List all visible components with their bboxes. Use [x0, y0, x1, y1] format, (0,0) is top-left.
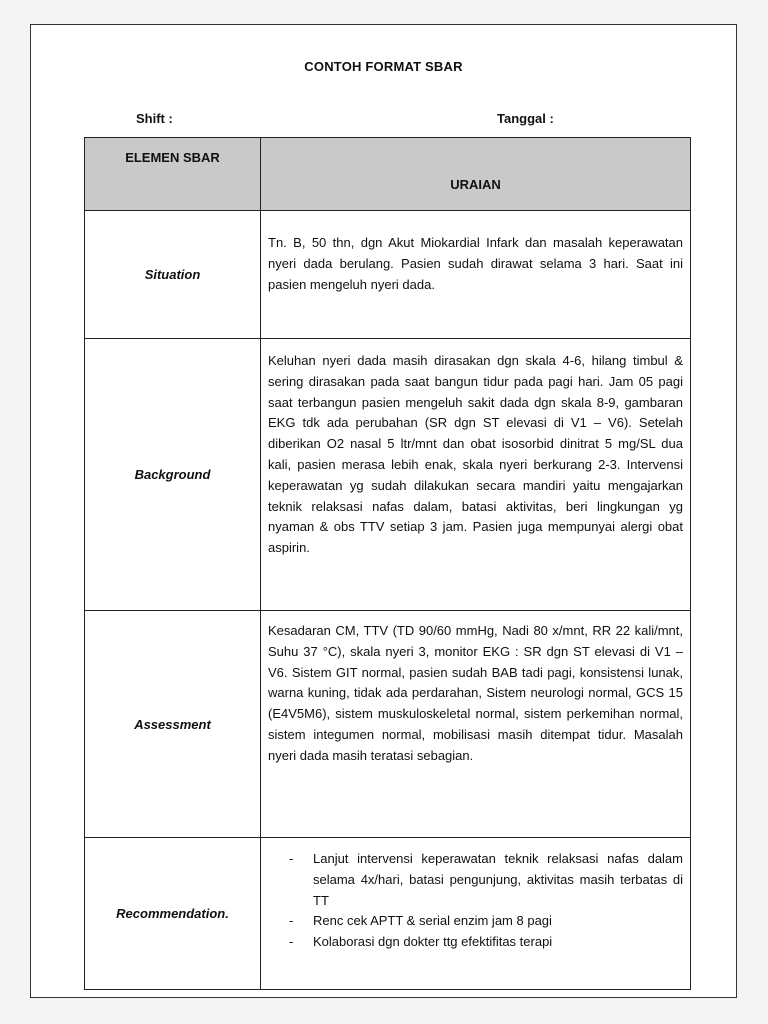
table-row-background [85, 339, 691, 611]
tanggal-label: Tanggal : [497, 111, 554, 126]
recommendation-item: - Kolaborasi dgn dokter ttg efektifitas terapi [313, 932, 683, 953]
shift-label: Shift : [136, 111, 173, 126]
header-element: ELEMEN SBAR [85, 138, 261, 211]
row-text-assessment: Kesadaran CM, TTV (TD 90/60 mmHg, Nadi 80 x/mnt, RR 22 kali/mnt, Suhu 37 °C), skala nyeri 3, monitor EKG : SR dgn ST elevasi di V1 – V6. Sistem GIT normal, pasien sudah BAB tadi pagi, konsistensi lunak, warna kuning, tidak ada perdarahan, Sistem neurologi normal, GCS 15 (E4V5M6), sistem muskuloskeletal normal, sistem perkemihan normal, sistem integumen normal, mobilisasi masih ditempat tidur. Masalah nyeri dada masih teratasi sebagian. [261, 611, 691, 838]
table-row-recommendation [85, 838, 691, 990]
row-text-recommendation [261, 838, 691, 990]
document-title: CONTOH FORMAT SBAR [304, 59, 463, 74]
table-row-situation [85, 211, 691, 339]
document-page [30, 24, 737, 998]
sbar-table [84, 137, 691, 990]
row-label-assessment: Assessment [85, 611, 261, 838]
row-label-background: Background [85, 339, 261, 611]
recommendation-item: - Lanjut intervensi keperawatan teknik relaksasi nafas dalam selama 4x/hari, batasi pengunjung, aktivitas masih terbatas di TT [313, 849, 683, 911]
recommendation-item: - Renc cek APTT & serial enzim jam 8 pagi [313, 911, 683, 932]
table-row-assessment [85, 611, 691, 838]
row-label-situation: Situation [85, 211, 261, 339]
row-text-situation: Tn. B, 50 thn, dgn Akut Miokardial Infark dan masalah keperawatan nyeri dada berulang. Pasien sudah dirawat selama 3 hari. Saat ini pasien mengeluh nyeri dada. [261, 211, 691, 339]
row-label-recommendation: Recommendation. [85, 838, 261, 990]
row-text-background: Keluhan nyeri dada masih dirasakan dgn skala 4-6, hilang timbul & sering dirasakan pada saat bangun tidur pada pagi hari. Jam 05 pagi saat terbangun pasien mengeluh sakit dada dgn skala 8-9, gambaran EKG tdk ada perubahan (SR dgn ST elevasi di V1 – V6). Setelah diberikan O2 nasal 5 ltr/mnt dan obat isosorbid dinitrat 5 mg/SL dua kali, pasien merasa lebih enak, skala nyeri berkurang 2-3. Intervensi keperawatan yg sudah dilakukan secara mandiri yaitu mengajarkan teknik relaksasi nafas dalam, batasi aktivitas, beri lingkungan yg nyaman & obs TTV setiap 3 jam. Pasien juga mempunyai alergi obat aspirin. [261, 339, 691, 611]
header-description: URAIAN [261, 138, 691, 211]
table-header-row [85, 138, 691, 211]
recommendation-list [268, 849, 683, 953]
